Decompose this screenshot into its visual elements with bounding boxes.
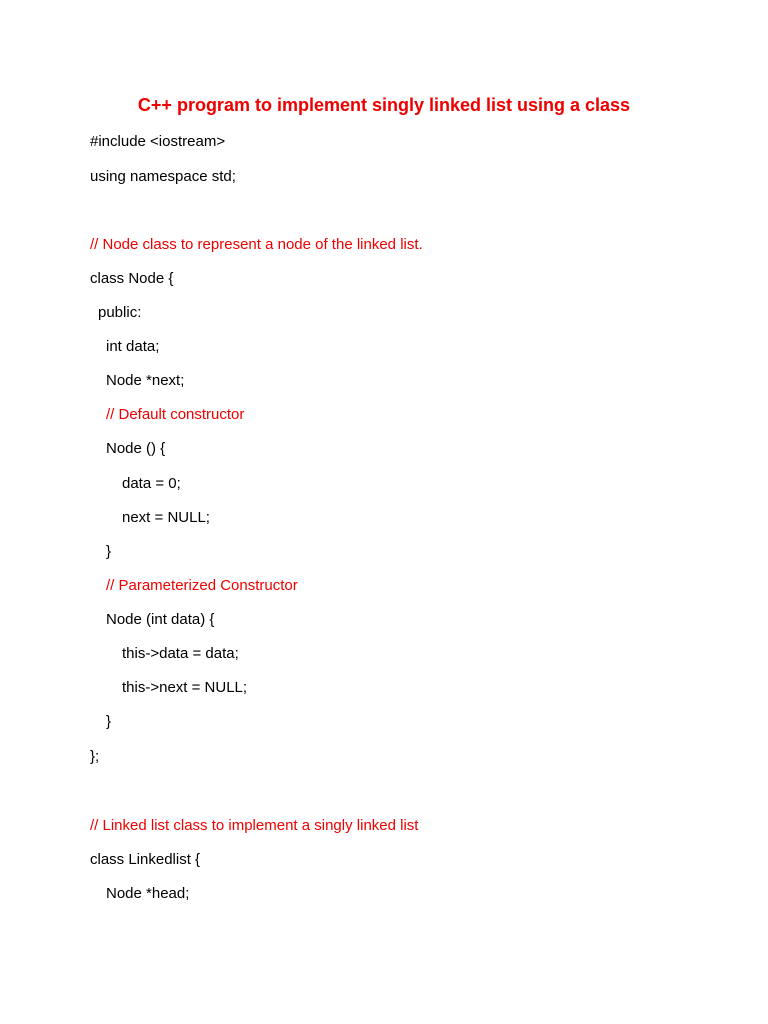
code-line-this-data: this->data = data; xyxy=(122,645,239,662)
comment-line-node-class: // Node class to represent a node of the linked list. xyxy=(90,236,423,253)
code-line-close-brace: } xyxy=(106,713,112,730)
code-line-node-next: Node *next; xyxy=(106,372,185,389)
code-line-this-next: this->next = NULL; xyxy=(122,679,248,696)
code-line-node-head: Node *head; xyxy=(106,885,190,902)
code-line-class-node: class Node { xyxy=(90,270,174,287)
code-line-data-zero: data = 0; xyxy=(122,475,181,492)
comment-line-linkedlist-class: // Linked list class to implement a singly linked list xyxy=(90,817,419,834)
code-line-class-end: }; xyxy=(90,748,100,765)
code-line-namespace: using namespace std; xyxy=(90,168,236,185)
code-line-next-null: next = NULL; xyxy=(122,509,210,526)
code-line-close-brace: } xyxy=(106,543,112,560)
code-line-class-linkedlist: class Linkedlist { xyxy=(90,851,201,868)
code-line-int-data: int data; xyxy=(106,338,160,355)
code-line-parameterized-constructor: Node (int data) { xyxy=(106,611,215,628)
comment-line-default-constructor: // Default constructor xyxy=(106,406,245,423)
code-line-default-constructor: Node () { xyxy=(106,440,166,457)
code-line-include: #include <iostream> xyxy=(90,133,226,150)
comment-line-parameterized-constructor: // Parameterized Constructor xyxy=(106,577,298,594)
code-line-public: public: xyxy=(98,304,142,321)
document-title: C++ program to implement singly linked list using a class xyxy=(137,95,631,115)
